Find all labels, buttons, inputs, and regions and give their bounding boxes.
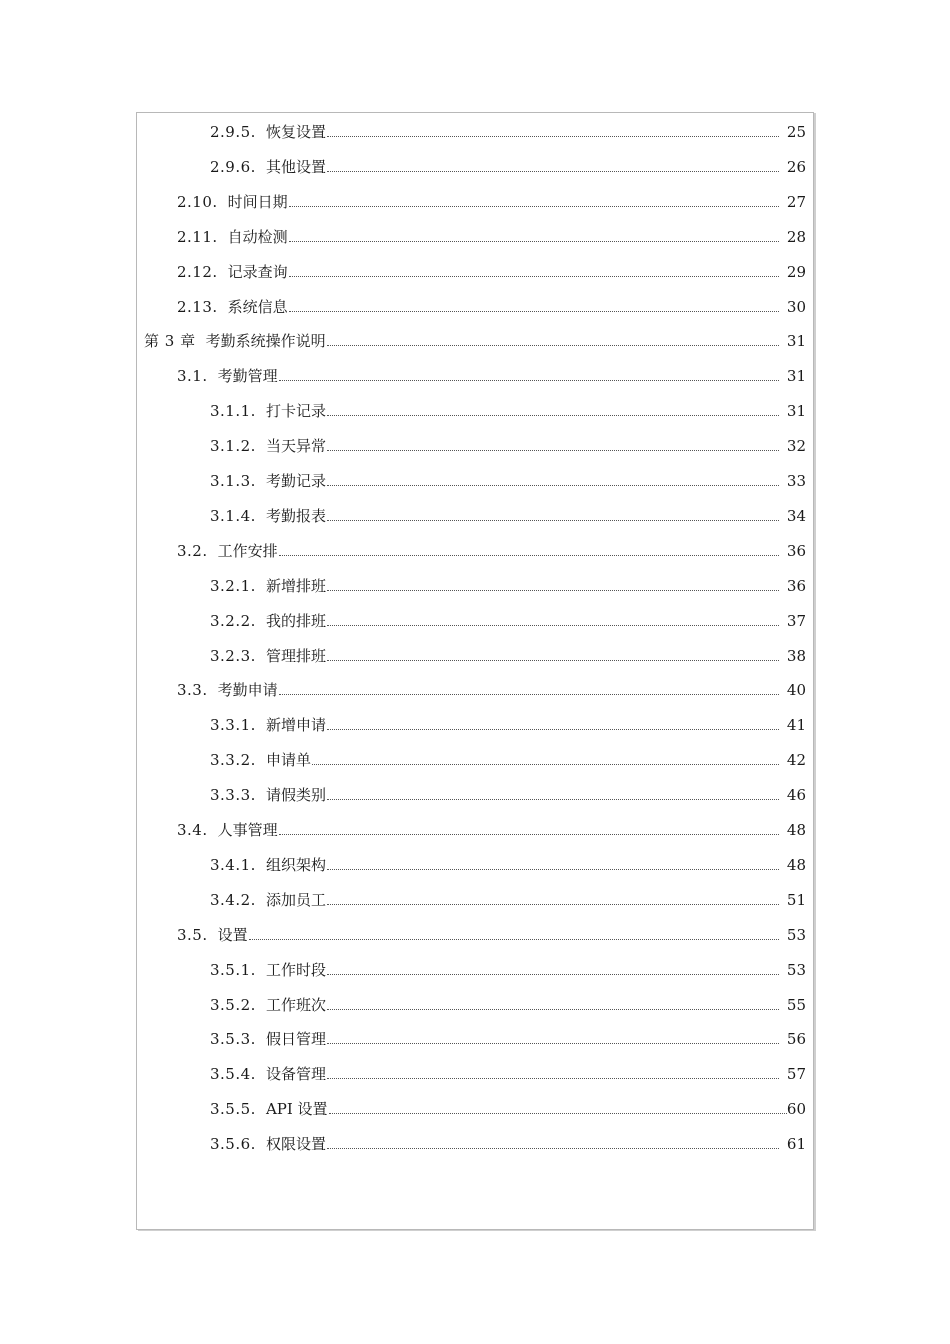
toc-entry-number: 3.1. (177, 367, 208, 386)
toc-entry-number: 3.1.2. (210, 437, 256, 456)
toc-leader-dots (249, 939, 779, 940)
toc-entry-page-number: 55 (786, 995, 806, 1014)
toc-entry-page-number: 26 (786, 157, 806, 176)
toc-entry[interactable] (177, 223, 806, 247)
toc-entry-title: 权限设置 (265, 1135, 326, 1154)
toc-entry[interactable] (177, 188, 806, 212)
toc-leader-dots (289, 241, 779, 242)
toc-leader-dots (327, 799, 779, 800)
toc-entry-title: 其他设置 (265, 157, 326, 176)
toc-entry[interactable] (144, 327, 806, 351)
toc-leader-dots (327, 136, 779, 137)
toc-entry[interactable] (210, 781, 806, 805)
toc-entry[interactable] (210, 607, 806, 631)
toc-entry[interactable] (177, 362, 806, 386)
toc-leader-dots (327, 1148, 779, 1149)
toc-entry-page-number: 32 (786, 437, 806, 456)
toc-entry-number: 3.1.1. (210, 402, 256, 421)
toc-entry-page-number: 31 (786, 402, 806, 421)
toc-entry-page-number: 31 (786, 367, 806, 386)
toc-entry[interactable] (210, 1130, 806, 1154)
toc-entry[interactable] (210, 118, 806, 142)
toc-entry[interactable] (210, 851, 806, 875)
toc-entry[interactable] (210, 153, 806, 177)
toc-entry[interactable] (210, 711, 806, 735)
toc-entry-number: 3.4.1. (210, 855, 256, 874)
toc-leader-dots (327, 869, 779, 870)
toc-entry-title: 设置 (217, 925, 248, 944)
toc-entry[interactable] (210, 746, 806, 770)
toc-entry-number: 3.2.2. (210, 611, 256, 630)
toc-leader-dots (327, 660, 779, 661)
toc-entry-page-number: 29 (786, 262, 806, 281)
toc-entry-page-number: 53 (786, 925, 806, 944)
toc-entry-page-number: 30 (786, 297, 806, 316)
toc-entry-title: 假日管理 (265, 1030, 326, 1049)
toc-entry-title: 时间日期 (227, 192, 288, 211)
toc-entry-number: 3.5.4. (210, 1065, 256, 1084)
toc-entry-number: 3.1.4. (210, 506, 256, 525)
toc-leader-dots (289, 311, 779, 312)
toc-entry-title: 工作班次 (265, 995, 326, 1014)
toc-entry-title: 申请单 (265, 751, 311, 770)
toc-entry-title: 工作时段 (265, 960, 326, 979)
toc-entry[interactable] (177, 676, 806, 700)
toc-leader-dots (289, 276, 779, 277)
toc-entry-number: 3.3.2. (210, 751, 256, 770)
toc-leader-dots (329, 1113, 787, 1114)
toc-entry-title: 考勤报表 (265, 506, 326, 525)
toc-entry-number: 3.4.2. (210, 890, 256, 909)
toc-entry-title: 考勤记录 (265, 472, 326, 490)
toc-leader-dots (327, 1078, 779, 1079)
toc-entry-page-number: 42 (786, 751, 806, 770)
toc-entry-number: 2.11. (177, 227, 218, 246)
toc-entry-number: 2.9.5. (210, 123, 256, 141)
toc-entry-page-number: 25 (786, 123, 806, 141)
toc-entry[interactable] (210, 432, 806, 456)
toc-leader-dots (327, 485, 779, 486)
toc-entry-page-number: 48 (786, 821, 806, 839)
toc-entry-number: 3.2.3. (210, 646, 256, 665)
toc-entry-page-number: 56 (786, 1030, 806, 1049)
toc-entry-title: 系统信息 (227, 297, 288, 316)
toc-entry-title: 工作安排 (217, 541, 278, 560)
toc-entry-title: 当天异常 (265, 437, 326, 456)
toc-entry-title: 记录查询 (227, 262, 288, 281)
toc-entry-number: 3.2.1. (210, 576, 256, 595)
toc-entry-number: 3.3. (177, 681, 208, 700)
toc-entry-number: 3.5.6. (210, 1135, 256, 1154)
toc-entry-number: 2.13. (177, 297, 218, 316)
toc-entry-title: 我的排班 (265, 611, 326, 630)
toc-entry-number: 3.5. (177, 925, 208, 944)
toc-entry-page-number: 27 (786, 192, 806, 211)
toc-entry[interactable] (210, 886, 806, 910)
toc-entry-title: 自动检测 (227, 227, 288, 246)
toc-leader-dots (327, 171, 779, 172)
toc-entry[interactable] (210, 397, 806, 421)
toc-entry-number: 2.10. (177, 192, 218, 211)
toc-entry[interactable] (210, 502, 806, 526)
toc-leader-dots (327, 345, 779, 346)
toc-leader-dots (327, 450, 779, 451)
toc-entry-title: 组织架构 (265, 855, 326, 874)
toc-entry-page-number: 60 (786, 1100, 806, 1119)
toc-entry-page-number: 61 (786, 1135, 806, 1154)
toc-entry-title: 请假类别 (265, 786, 326, 805)
toc-entry-page-number: 38 (786, 646, 806, 665)
toc-leader-dots (327, 1043, 779, 1044)
toc-leader-dots (327, 904, 779, 905)
toc-entry-number: 3.5.3. (210, 1030, 256, 1049)
toc-entry-title: 设备管理 (265, 1065, 326, 1084)
toc-entry-page-number: 57 (786, 1065, 806, 1084)
toc-entry-page-number: 34 (786, 506, 806, 525)
toc-entry[interactable] (210, 1095, 806, 1119)
toc-entry-title: 新增排班 (265, 576, 326, 595)
toc-entry-number: 3.1.3. (210, 472, 256, 490)
toc-leader-dots (327, 415, 779, 416)
toc-entry[interactable] (210, 956, 806, 980)
toc-entry-page-number: 33 (786, 472, 806, 490)
toc-leader-dots (279, 380, 779, 381)
toc-entry[interactable] (210, 467, 806, 491)
toc-leader-dots (279, 834, 779, 835)
toc-entry-number: 2.12. (177, 262, 218, 281)
toc-entry-number: 3.5.5. (210, 1100, 256, 1119)
toc-leader-dots (289, 206, 779, 207)
toc-entry-page-number: 31 (786, 332, 806, 351)
toc-entry-page-number: 40 (786, 681, 806, 700)
toc-entry-page-number: 48 (786, 855, 806, 874)
toc-entry-page-number: 36 (786, 541, 806, 560)
toc-entry-title: 考勤系统操作说明 (205, 332, 326, 351)
toc-entry[interactable] (177, 921, 806, 945)
toc-leader-dots (327, 520, 779, 521)
toc-leader-dots (312, 764, 779, 765)
toc-entry-page-number: 28 (786, 227, 806, 246)
toc-entry-title: 考勤管理 (217, 367, 278, 386)
toc-leader-dots (327, 590, 779, 591)
toc-entry-page-number: 36 (786, 576, 806, 595)
toc-entry-number: 3.2. (177, 541, 208, 560)
toc-entry-title: API 设置 (265, 1100, 328, 1119)
toc-leader-dots (327, 729, 779, 730)
toc-entry-number: 3.5.2. (210, 995, 256, 1014)
toc-leader-dots (279, 694, 779, 695)
toc-leader-dots (327, 1009, 779, 1010)
toc-leader-dots (327, 974, 779, 975)
toc-entry[interactable] (177, 816, 806, 840)
toc-entry-page-number: 46 (786, 786, 806, 805)
toc-entry-title: 考勤申请 (217, 681, 278, 700)
toc-entry-title: 人事管理 (217, 821, 278, 839)
toc-entry-number: 第 3 章 (144, 332, 196, 351)
toc-entry[interactable] (177, 293, 806, 317)
toc-entry-page-number: 53 (786, 960, 806, 979)
toc-entry[interactable] (177, 537, 806, 561)
toc-entry-number: 3.4. (177, 821, 208, 839)
toc-entry-page-number: 41 (786, 716, 806, 735)
toc-entry-number: 2.9.6. (210, 157, 256, 176)
toc-entry-title: 恢复设置 (265, 123, 326, 141)
toc-leader-dots (327, 625, 779, 626)
toc-entry-page-number: 37 (786, 611, 806, 630)
toc-entry-page-number: 51 (786, 890, 806, 909)
toc-leader-dots (279, 555, 779, 556)
toc-entry-title: 打卡记录 (265, 402, 326, 421)
toc-entry-number: 3.5.1. (210, 960, 256, 979)
toc-entry-title: 添加员工 (265, 890, 326, 909)
toc-entry[interactable] (210, 1025, 806, 1049)
toc-entry-number: 3.3.3. (210, 786, 256, 805)
toc-entry[interactable] (210, 572, 806, 596)
toc-entry-number: 3.3.1. (210, 716, 256, 735)
toc-entry-title: 管理排班 (265, 646, 326, 665)
toc-entry[interactable] (210, 642, 806, 666)
toc-entry[interactable] (210, 1060, 806, 1084)
toc-entry[interactable] (210, 991, 806, 1015)
toc-entry[interactable] (177, 258, 806, 282)
toc-entry-title: 新增申请 (265, 716, 326, 735)
